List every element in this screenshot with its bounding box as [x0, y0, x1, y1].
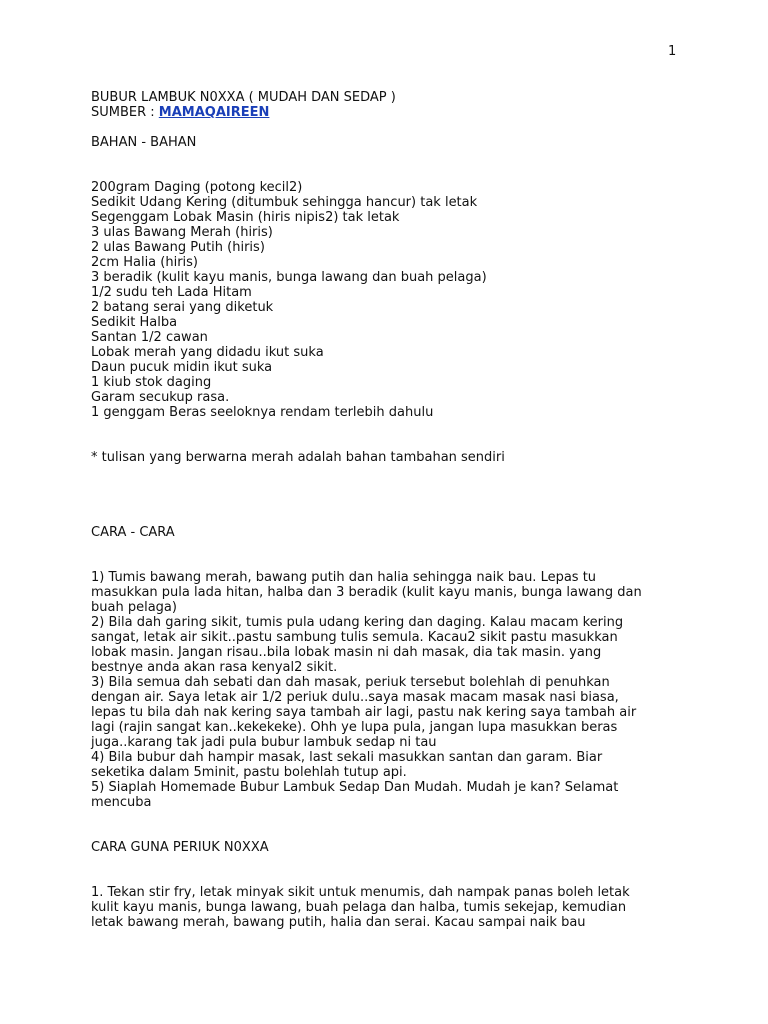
recipe-title: BUBUR LAMBUK N0XXA ( MUDAH DAN SEDAP ) — [91, 90, 396, 105]
method-line: bestnye anda akan rasa kenyal2 sikit. — [91, 660, 338, 675]
method-line: 3) Bila semua dah sebati dan dah masak, periuk tersebut bolehlah di penuhkan — [91, 675, 610, 690]
method-line: lobak masin. Jangan risau..bila lobak masin ni dah masak, dia tak masin. yang — [91, 645, 602, 660]
method-line: dengan air. Saya letak air 1/2 periuk dulu..saya masak macam masak nasi biasa, — [91, 690, 619, 705]
method-line: 4) Bila bubur dah hampir masak, last sekali masukkan santan dan garam. Biar — [91, 750, 603, 765]
method-line: sangat, letak air sikit..pastu sambung tulis semula. Kacau2 sikit pastu masukkan — [91, 630, 618, 645]
method-line: mencuba — [91, 795, 152, 810]
usage-line: kulit kayu manis, bunga lawang, buah pelaga dan halba, tumis sekejap, kemudian — [91, 900, 627, 915]
method-steps — [91, 570, 691, 810]
list-item: 3 ulas Bawang Merah (hiris) — [91, 225, 273, 240]
method-line: 5) Siaplah Homemade Bubur Lambuk Sedap Dan Mudah. Mudah je kan? Selamat — [91, 780, 619, 795]
usage-line: letak bawang merah, bawang putih, halia dan serai. Kacau sampai naik bau — [91, 915, 586, 930]
method-line: juga..karang tak jadi pula bubur lambuk sedap ni tau — [91, 735, 437, 750]
list-item: 2 batang serai yang diketuk — [91, 300, 274, 315]
source-label: SUMBER : — [91, 105, 159, 120]
list-item: Sedikit Halba — [91, 315, 178, 330]
source-link[interactable]: MAMAQAIREEN — [158, 105, 270, 120]
ingredients-list — [91, 180, 691, 420]
usage-heading: CARA GUNA PERIUK N0XXA — [91, 840, 269, 855]
usage-line: 1. Tekan stir fry, letak minyak sikit untuk menumis, dah nampak panas boleh letak — [91, 885, 630, 900]
source-line — [91, 105, 691, 120]
list-item: 1 genggam Beras seeloknya rendam terlebih dahulu — [91, 405, 434, 420]
method-line: 1) Tumis bawang merah, bawang putih dan halia sehingga naik bau. Lepas tu — [91, 570, 597, 585]
method-line: lepas tu bila dah nak kering saya tambah air lagi, pastu nak kering saya tambah air — [91, 705, 637, 720]
list-item: 3 beradik (kulit kayu manis, bunga lawang dan buah pelaga) — [91, 270, 487, 285]
method-line: 2) Bila dah garing sikit, tumis pula udang kering dan daging. Kalau macam kering — [91, 615, 624, 630]
list-item: 200gram Daging (potong kecil2) — [91, 180, 303, 195]
list-item: Sedikit Udang Kering (ditumbuk sehingga hancur) tak letak — [91, 195, 478, 210]
method-line: masukkan pula lada hitan, halba dan 3 beradik (kulit kayu manis, bunga lawang dan — [91, 585, 642, 600]
page-number: 1 — [668, 44, 677, 59]
method-line: seketika dalam 5minit, pastu bolehlah tutup api. — [91, 765, 407, 780]
list-item: Garam secukup rasa. — [91, 390, 230, 405]
method-line: buah pelaga) — [91, 600, 177, 615]
document-body — [91, 90, 691, 930]
list-item: Segenggam Lobak Masin (hiris nipis2) tak letak — [91, 210, 400, 225]
list-item: 2cm Halia (hiris) — [91, 255, 199, 270]
list-item: Santan 1/2 cawan — [91, 330, 208, 345]
note-text: * tulisan yang berwarna merah adalah bahan tambahan sendiri — [91, 450, 505, 465]
list-item: Daun pucuk midin ikut suka — [91, 360, 273, 375]
list-item: 1 kiub stok daging — [91, 375, 212, 390]
usage-steps — [91, 885, 691, 930]
method-heading: CARA - CARA — [91, 525, 175, 540]
ingredients-heading: BAHAN - BAHAN — [91, 135, 197, 150]
method-line: lagi (rajin sangat kan..kekekeke). Ohh ye lupa pula, jangan lupa masukkan beras — [91, 720, 618, 735]
list-item: 1/2 sudu teh Lada Hitam — [91, 285, 252, 300]
list-item: 2 ulas Bawang Putih (hiris) — [91, 240, 265, 255]
list-item: Lobak merah yang didadu ikut suka — [91, 345, 324, 360]
